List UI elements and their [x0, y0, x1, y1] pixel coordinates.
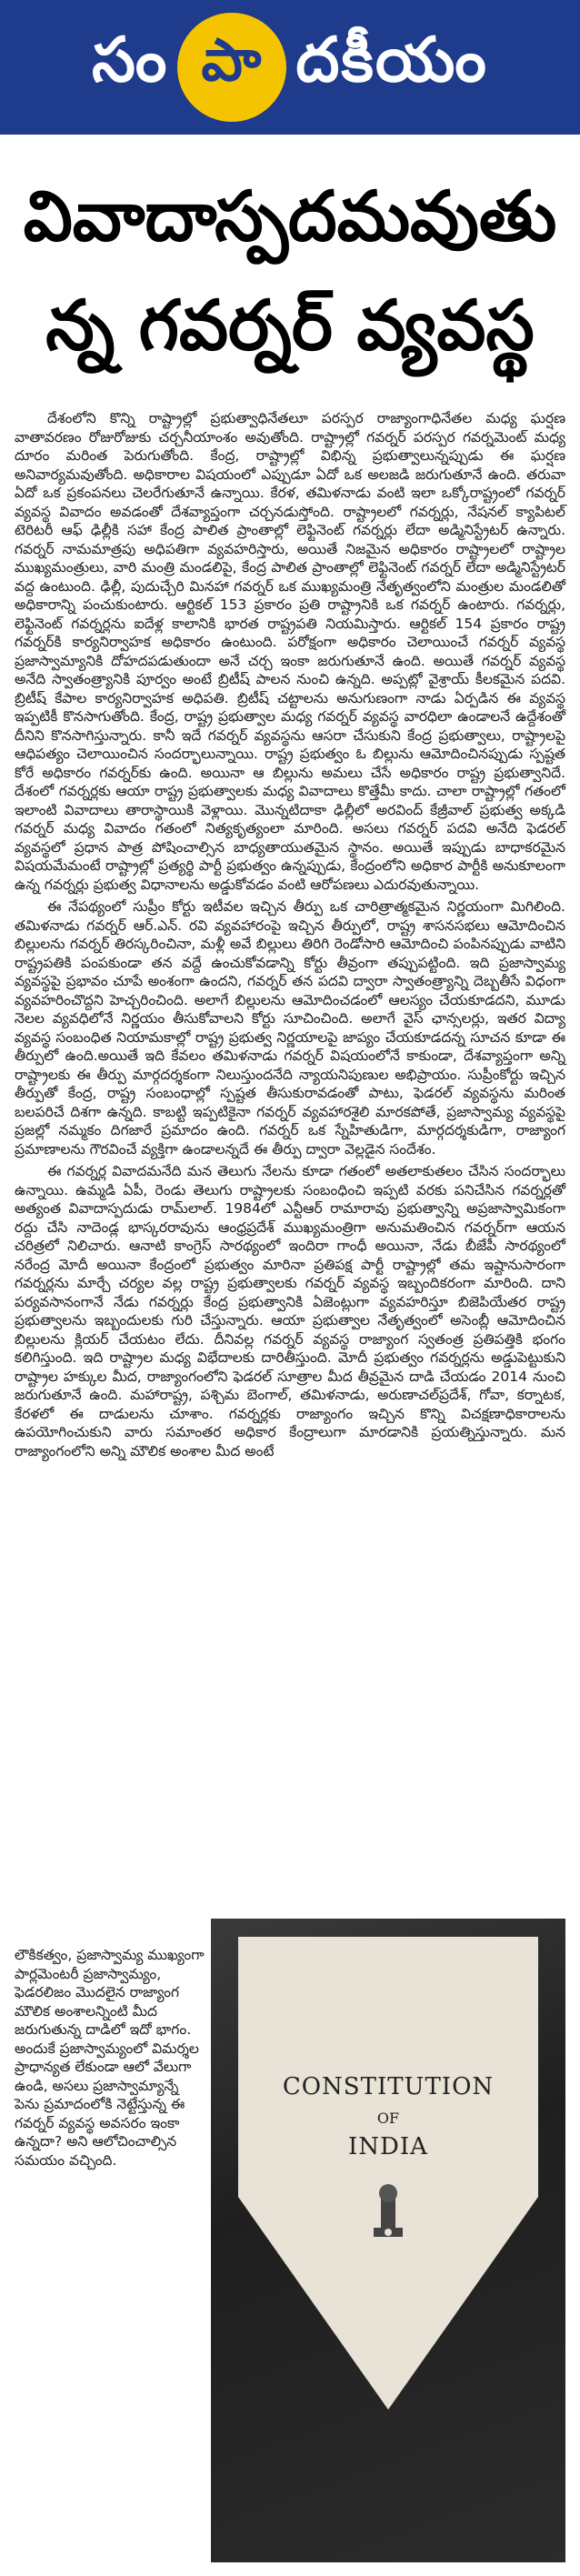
article-paragraph-2: ఈ నేపథ్యంలో సుప్రీం కోర్టు ఇటీవల ఇచ్చిన తీర్పు ఒక చారిత్రాత్మకమైన నిర్ణయంగా మిగిలింది. తమిళనాడు గవర్నర్ ఆర్.ఎన్. రవి వ్యవహారంపై ఇచ్చిన తీర్పులో, రాష్ట్ర శాసనసభలు ఆమోదించిన బిల్లులను గవర్నర్ తిరస్కరించినా, మళ్లీ అవే బిల్లులు తిరిగి రెండోసారి ఆమోదించి పంపినప్పుడు వాటిని రాష్ట్రపతికి పంపకుండా తన వద్దే ఉంచుకోవడాన్ని కోర్టు తీవ్రంగా తప్పుపట్టింది. ఇది ప్రజాస్వామ్య వ్యవస్థపై ప్రభావం చూపే అంశంగా ఉందని, గవర్నర్ తన పదవి ద్వారా స్వాతంత్ర్యాన్ని దెబ్బతీసే విధంగా వ్యవహరించొద్దని హెచ్చరించింది. అలాగే బిల్లులను ఆమోదించడంలో ఆలస్యం చేయకూడదని, మూడు నెలల వ్యవధిలోనే నిర్ణయం తీసుకోవాలని కోర్టు సూచించింది. అలాగే వైస్ ఛాన్సలర్లు, ఇతర విద్యా వ్యవస్థ సంబంధిత నియామకాల్లో రాష్ట్ర ప్రభుత్వ నిర్ణయాలపై జాప్యం చేయకూడదన్న సూచన కూడా ఈ తీర్పులో ఉంది.అయితే ఇది కేవలం తమిళనాడు గవర్నర్ విషయంలోనే కాకుండా, దేశవ్యాప్తంగా అన్ని రాష్ట్రాలకు ఈ తీర్పు మార్గదర్శకంగా నిలుస్తుందనేది న్యాయనిపుణుల అభిప్రాయం. సుప్రీంకోర్టు ఇచ్చిన తీర్పుతో కేంద్ర, రాష్ట్ర సంబంధాల్లో స్పష్టత తీసుకురావడంతో పాటు, ఫెడరల్ వ్యవస్థను మరింత బలపరిచే దిశగా ఉన్నది. కాబట్టి ఇప్పటికైనా గవర్నర్ వ్యవహారశైలి మారకపోతే, ప్రజాస్వామ్య వ్యవస్థపై ప్రజల్లో నమ్మకం దిగజారే ప్రమాదం ఉంది. గవర్నర్ ఒక స్నేహితుడిగా, మార్గదర్శకుడిగా, రాజ్యాంగ ప్రమాణాలను గౌరవించే వ్యక్తిగా ఉండాలన్నదే ఈ తీర్పు ద్వారా వెల్లడైన సందేశం.	[15, 898, 565, 1158]
headline-line-1: వివాదాస్పదమవుతు	[23, 175, 557, 256]
article-paragraph-1: దేశంలోని కొన్ని రాష్ట్రాల్లో ప్రభుత్వాధినేతలూ పరస్పర రాజ్యాంగాధినేతల మధ్య ఘర్షణ వాతావరణం రోజురోజుకు చర్చనీయాంశం అవుతోంది. రాష్ట్రాల్లో గవర్నర్ పరస్పర గవర్నమెంట్ మధ్య దూరం మరింత పెరుగుతోంది. కేంద్ర, రాష్ట్రాల్లో విభిన్న ప్రభుత్వాలున్నప్పుడు ఈ ఘర్షణ అనివార్యమవుతోంది. అధికారాల విషయంలో ఎప్పుడూ ఏదో ఒక అలజడి జరుగుతూనే ఉంది. తరువా ఏదో ఒక ప్రకంపనలు చెలరేగుతూనే ఉన్నాయి. కేరళ, తమిళనాడు వంటి ఇలా ఒక్కోరాష్ట్రంలో గవర్నర్ వ్యవస్థ వివాదం అవడంతో దేశవ్యాప్తంగా చర్చనడుస్తోంది. రాష్ట్రాలలో గవర్నర్లు, నేషనల్ క్యాపిటల్ టెరిటరీ ఆఫ్ ఢిల్లీకి సహా కేంద్ర పాలిత ప్రాంతాల్లో లెఫ్టినెంట్ గవర్నర్లు లేదా అడ్మినిస్ట్రేటర్ ఉన్నారు. గవర్నర్ నామమాత్రపు అధిపతిగా వ్యవహరిస్తారు, అయితే నిజమైన అధికారం రాష్ట్రాలలో రాష్ట్రాల ముఖ్యమంత్రులు, వారి మంత్రి మండలిపై, కేంద్ర పాలిత ప్రాంతాల్లో లెఫ్టినెంట్ గవర్నర్ లేదా అడ్మినిస్ట్రేటర్ వద్ద ఉంటుంది. ఢిల్లీ, పుదుచ్చేరి మినహా గవర్నర్ ఒక ముఖ్యమంత్రి నేతృత్వంలోని మంత్రుల మండలితో అధికారాన్ని పంచుకుంటారు. ఆర్టికల్ 153 ప్రకారం ప్రతి రాష్ట్రానికి ఒక గవర్నర్ ఉంటారు. గవర్నర్లు, లెఫ్టినెంట్ గవర్నర్లను ఐదేళ్ల కాలానికి భారత రాష్ట్రపతి నియమిస్తారు. ఆర్టికల్ 154 ప్రకారం రాష్ట్ర గవర్నర్‌కి కార్యనిర్వాహక అధికారం ఉంటుంది. పరోక్షంగా అధికారం చెలాయించే గవర్నర్ వ్యవస్థ ప్రజాస్వామ్యానికి దోహదపడుతుందా అనే చర్చ ఇంకా జరుగుతూనే ఉంది. అయితే గవర్నర్ వ్యవస్థ అనేది స్వాతంత్ర్యానికి పూర్వం అంటే బ్రిటీష్ పాలన నుంచి ఉన్నది. అప్పట్లో వైశ్రాయ్ కీలకమైన పదవి. బ్రిటీష్ కేపాల కార్యనిర్వాహక అధిపతి. బ్రిటీష్ చట్టాలను అనుగుణంగా నాడు ఏర్పడిన ఈ వ్యవస్థ ఇప్పటికీ కొనసాగుతోంది. కేంద్ర, రాష్ట్ర ప్రభుత్వాల మధ్య గవర్నర్ వ్యవస్థ వారధిలా ఉండాలనే ఉద్దేశంతో దీనిని కొనసాగిస్తున్నారు. కానీ ఇదే గవర్నర్ వ్యవస్థను ఆసరా చేసుకుని కేంద్ర ప్రభుత్వాలు, రాష్ట్రాలపై ఆధిపత్యం చెలాయించిన సందర్భాలున్నాయి. రాష్ట్ర ప్రభుత్వం ఓ బిల్లును ఆమోదించినప్పుడు స్పష్టత కోరే అధికారం గవర్నర్‌కు ఉంది. అయినా ఆ బిల్లును అమలు చేసే అధికారం రాష్ట్ర ప్రభుత్వానిదే. దేశంలో గవర్నర్లకు ఆయా రాష్ట్ర ప్రభుత్వాలకు మధ్య వివాదాలు కొత్తేమీ కాదు. చాలా రాష్ట్రాల్లో గతంలో ఇలాంటి వివాదాలు తారాస్థాయికి వెళ్లాయి. మొన్నటిదాకా ఢిల్లీలో అరవింద్ కేజ్రీవాల్ ప్రభుత్వ అక్కడి గవర్నర్ మధ్య వివాదం గతంలో నిత్యకృత్యంలా మారింది. అసలు గవర్నర్ పదవి అనేది ఫెడరల్ వ్యవస్థలో ప్రధాన పాత్ర పోషించాల్సిన బాధ్యతాయుతమైన స్థానం. అయితే ఇప్పుడు బాధాకరమైన విషయమేమంటే రాష్ట్రాల్లో ప్రత్యర్థి పార్టీ ప్రభుత్వం ఉన్నప్పుడు, కేంద్రంలోని అధికార పార్టీకి అనుకూలంగా ఉన్న గవర్నర్లు ప్రభుత్వ విధానాలను అడ్డుకోవడం వంటి ఆరోపణలు ఎదురవుతున్నాయి.	[15, 410, 565, 893]
headline-line-2: న్న గవర్నర్ వ్యవస్థ	[45, 285, 535, 366]
article-tail: లౌకికత్వం, ప్రజాస్వామ్య ముఖ్యంగా పార్లమెంటరీ ప్రజాస్వామ్యం, ఫెడరలిజం మొదలైన రాజ్యాంగ మౌలిక అంశాలన్నింటి మీద జరుగుతున్న దాడిలో ఇదో భాగం. అందుకే ప్రజాస్వామ్యంలో విమర్శల ప్రాధాన్యత లేకుండా ఆలో వేలుగా ఉండి, అసలు ప్రజాస్వామ్యాన్నే పెను ప్రమాదంలోకి నెట్టేస్తున్న ఈ గవర్నర్ వ్యవస్థ అవసరం ఇంకా ఉన్నదా? అని ఆలోచించాల్సిన సమయం వచ్చింది.	[15, 1947, 205, 2169]
article-paragraph-3: ఈ గవర్నర్ల వివాదమనేది మన తెలుగు నేలను కూడా గతంలో అతలాకుతలం చేసిన సందర్భాలు ఉన్నాయి. ఉమ్మడి ఏపీ, రెండు తెలుగు రాష్ట్రాలకు సంబంధించి ఇప్పటి వరకు పనిచేసిన గవర్నర్లతో అత్యంత వివాదాస్పదుడు రామ్‌లాల్. 1984లో ఎన్టీఆర్ రామారావు ప్రభుత్వాన్ని అప్రజాస్వామికంగా రద్దు చేసి నాదెండ్ల భాస్కరరావును ఆంధ్రప్రదేశ్ ముఖ్యమంత్రిగా అనుమతించిన గవర్నర్‌గా ఆయన చరిత్రలో నిలిచారు. ఆనాటి కాంగ్రెస్ సారథ్యంలో ఇందిరా గాంధీ అయినా, నేడు బీజేపీ సారథ్యంలో నరేంద్ర మోదీ అయినా కేంద్రంలో ప్రభుత్వం మారినా ప్రతిపక్ష పార్టీ రాష్ట్రాల్లో తమ ఇష్టానుసారంగా గవర్నర్లను మార్చే చర్యల వల్ల రాష్ట్ర ప్రభుత్వాలకు గవర్నర్ వ్యవస్థ ఇబ్బందికరంగా మారింది. దాని పర్యవసానంగానే నేడు గవర్నర్లు కేంద్ర ప్రభుత్వానికి ఏజెంట్లుగా వ్యవహరిస్తూ బిజెపియేతర రాష్ట్ర ప్రభుత్వాలను ఇబ్బందులకు గురి చేస్తున్నారు. ఆయా ప్రభుత్వాల నేతృత్వంలో అసెంబ్లీ ఆమోదించిన బిల్లులను క్లియర్ చేయటం లేదు. దీనివల్ల గవర్నర్ వ్యవస్థ రాజ్యాంగ స్వతంత్ర ప్రతిపత్తికి భంగం కలిగిస్తుంది. ఇది రాష్ట్రాల మధ్య విభేదాలకు దారితీస్తుంది. మోదీ ప్రభుత్వం గవర్నర్లను అడ్డుపెట్టుకుని రాష్ట్రాల హక్కుల మీద, రాజ్యాంగంలోని ఫెడరల్ సూత్రాల మీద తీవ్రమైన దాడి చేయడం 2014 నుంచి జరుగుతూనే ఉంది. మహారాష్ట్ర, పశ్చిమ బెంగాల్, తమిళనాడు, అరుణాచల్‌ప్రదేశ్, గోవా, కర్నాటక, కేరళలో ఈ దాడులను చూశాం. గవర్నర్లకు రాజ్యాంగం ఇచ్చిన కొన్ని విచక్షణాధికారాలను ఉపయోగించుకుని వారు సమాంతర అధికార కేంద్రాలుగా మారడానికి ప్రయత్నిస్తున్నారు. మన రాజ్యాంగంలోని అన్ని మౌలిక అంశాల మీద అంటే	[15, 1163, 565, 1459]
emblem-icon	[361, 2182, 415, 2255]
constitution-of: OF	[376, 2110, 400, 2127]
headline	[18, 162, 562, 380]
constitution-title: CONSTITUTION	[282, 2073, 495, 2100]
masthead-circle: పా	[177, 13, 286, 122]
masthead-right: దకీయం	[295, 24, 488, 96]
constitution-country: INDIA	[348, 2133, 428, 2160]
constitution-cover	[238, 1937, 538, 2410]
masthead	[0, 0, 580, 135]
constitution-image	[211, 1919, 565, 2562]
masthead-title	[92, 13, 488, 122]
masthead-left: సం	[92, 24, 169, 96]
article-body	[15, 409, 565, 1464]
